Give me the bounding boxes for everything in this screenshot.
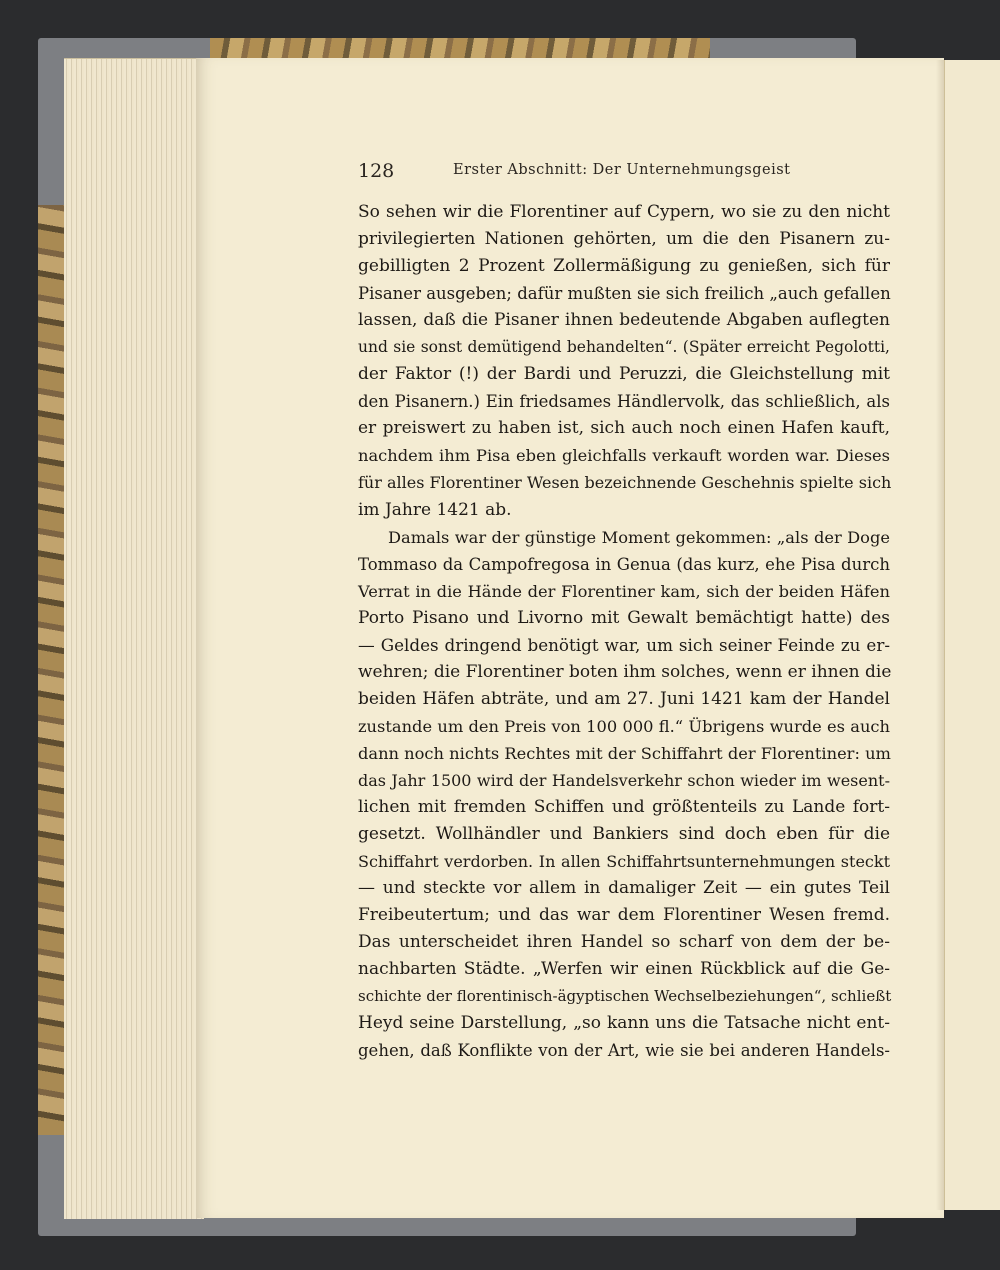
- text-line: privilegierten Nationen gehörten, um die den Pisanern zu-: [358, 229, 890, 250]
- text-line: Pisaner ausgeben; dafür mußten sie sich freilich „auch gefallen: [358, 284, 891, 304]
- marbled-edge-top: [210, 38, 710, 60]
- page-header: [358, 160, 890, 184]
- text-line: der Faktor (!) der Bardi und Peruzzi, die Gleichstellung mit: [358, 364, 890, 385]
- text-line: gebilligten 2 Prozent Zollermäßigung zu genießen, sich für: [358, 256, 890, 277]
- text-line: im Jahre 1421 ab.: [358, 499, 512, 520]
- text-line: schichte der florentinisch-ägyptischen Wechselbeziehungen“, schließt: [358, 987, 892, 1006]
- text-line: beiden Häfen abträte, und am 27. Juni 1421 kam der Handel: [358, 688, 890, 709]
- text-line: lassen, daß die Pisaner ihnen bedeutende Abgaben auflegten: [358, 310, 890, 331]
- text-line: gesetzt. Wollhändler und Bankiers sind doch eben für die: [358, 824, 890, 845]
- text-line: lichen mit fremden Schiffen und größtenteils zu Lande fort-: [358, 797, 890, 818]
- text-line: Porto Pisano und Livorno mit Gewalt bemächtigt hatte) des: [358, 607, 890, 628]
- text-line: Verrat in die Hände der Florentiner kam, sich der beiden Häfen: [358, 581, 890, 601]
- text-line: zustande um den Preis von 100 000 fl.“ Übrigens wurde es auch: [358, 716, 890, 736]
- text-line: Damals war der günstige Moment gekommen: „als der Doge: [388, 527, 890, 547]
- text-line: dann noch nichts Rechtes mit der Schiffahrt der Florentiner: um: [358, 743, 891, 763]
- text-line: nachbarten Städte. „Werfen wir einen Rückblick auf die Ge-: [358, 959, 890, 980]
- text-line: für alles Florentiner Wesen bezeichnende Geschehnis spielte sich: [358, 473, 892, 493]
- text-line: — Geldes dringend benötigt war, um sich seiner Feinde zu er-: [358, 634, 890, 655]
- text-line: den Pisanern.) Ein friedsames Händlervolk, das schließlich, als: [358, 392, 890, 412]
- text-line: So sehen wir die Florentiner auf Cypern, wo sie zu den nicht: [358, 202, 890, 222]
- text-line: und sie sonst demütigend behandelten“. (Später erreicht Pegolotti,: [358, 338, 890, 357]
- facing-page-edge: [944, 60, 1000, 1210]
- page-stack-edge: [64, 58, 204, 1219]
- text-line: gehen, daß Konflikte von der Art, wie sie bei anderen Handels-: [358, 1041, 890, 1061]
- text-line: er preiswert zu haben ist, sich auch noch einen Hafen kauft,: [358, 418, 890, 439]
- text-line: Schiffahrt verdorben. In allen Schiffahrtsunternehmungen steckt: [358, 852, 890, 872]
- text-line: Tommaso da Campofregosa in Genua (das kurz, ehe Pisa durch: [358, 554, 890, 574]
- page-number: 128: [358, 160, 395, 182]
- running-head: Erster Abschnitt: Der Unternehmungsgeist: [453, 162, 791, 178]
- text-line: wehren; die Florentiner boten ihm solches, wenn er ihnen die: [358, 661, 892, 682]
- text-line: Heyd seine Darstellung, „so kann uns die Tatsache nicht ent-: [358, 1013, 890, 1034]
- body-text: [358, 199, 890, 1065]
- text-line: das Jahr 1500 wird der Handelsverkehr schon wieder im wesent-: [358, 770, 890, 790]
- text-line: — und steckte vor allem in damaliger Zeit — ein gutes Teil: [358, 878, 890, 899]
- text-line: Freibeutertum; und das war dem Florentiner Wesen fremd.: [358, 905, 890, 926]
- text-line: nachdem ihm Pisa eben gleichfalls verkauft worden war. Dieses: [358, 446, 890, 466]
- text-line: Das unterscheidet ihren Handel so scharf von dem der be-: [358, 932, 890, 953]
